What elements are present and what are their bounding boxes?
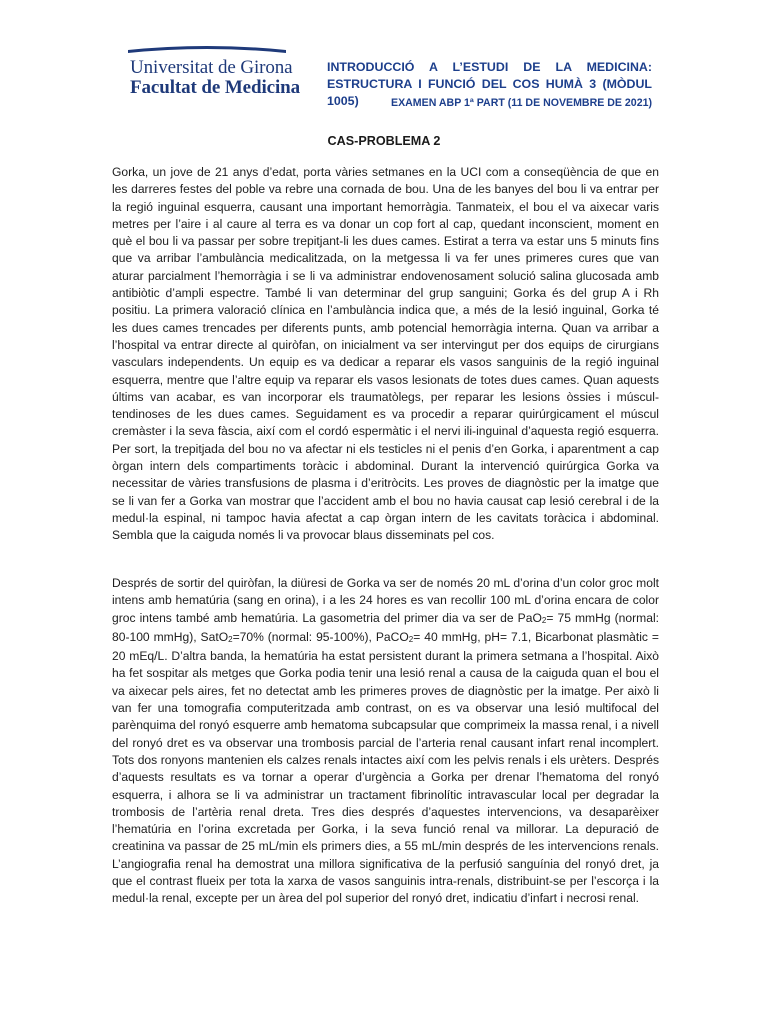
subscript-2: 2	[228, 634, 233, 644]
paragraph-2-part-b: = 75 mmHg (normal: 80-100 mmHg), SatO	[112, 610, 659, 644]
paragraph-2	[112, 575, 659, 908]
university-logo	[128, 44, 301, 100]
logo-faculty-name: Facultat de Medicina	[130, 77, 301, 98]
subscript-2: 2	[541, 615, 547, 625]
exam-subtitle: EXAMEN ABP 1ª PART (11 DE NOVEMBRE DE 2021)	[391, 97, 652, 109]
paragraph-2-part-c: =70% (normal: 95-100%), PaCO	[232, 629, 409, 644]
subscript-2: 2	[408, 634, 414, 644]
logo-arch-icon	[128, 44, 286, 54]
paragraph-2-part-d: = 40 mmHg, pH= 7.1, Bicarbonat plasmàtic = 20 mEq/L. D’altra banda, la hematúria ha estat persistent durant la primera setmana a l’hospital. Això ha fet sospitar als metges que Gorka podia tenir una lesió renal a causa de la caiguda quan el bou el va aixecar pels aires, fet no detectat amb les primeres proves de diagnòstic per la imatge. Per això li van fer una tomografia computeritzada amb contrast, on es va observar una lesió multifocal del parènquima del ronyó esquerre amb hematoma subcapsular que comprimeix la massa renal, i a nivell del ronyó dret es va observar una trombosis parcial de l’arteria renal causant infart renal incomplert. Tots dos ronyons mantenien els calzes renals intactes així com les pelvis renals i els urèters. Després d’aquests resultats es va tornar a operar d’urgència a Gorka per drenar l’hematoma del ronyó esquerra, i alhora se li va administrar un tractament fibrinolític intravascular local per degradar la trombosis de l’artèria renal dreta. Tres dies després d’aquestes intervencions, va desaparèixer l’hematúria en l’orina excretada per Gorka, i la seva funció renal va millorar. La depuració de creatinina va passar de 25 mL/min els primers dies, a 55 mL/min després de les intervencions renals. L’angiografia renal ha demostrat una millora significativa de la perfusió sanguínia del ronyó dret, ja que el contrast flueix per tota la xarxa de vasos sanguinis intra-renals, distribuint-se per l’escorça i la medul·la renal, excepte per un àrea del pol superior del ronyó dret, indicatiu d’infart i necrosi renal.	[112, 629, 659, 906]
case-title: CAS-PROBLEMA 2	[327, 134, 441, 148]
paragraph-1: Gorka, un jove de 21 anys d’edat, porta vàries setmanes en la UCI com a conseqüència de que en les darreres festes del poble va rebre una cornada de bou. Una de les banyes del bou li va entrar per la regió inguinal esquerra, causant una important hemorràgia. Tanmateix, el bou el va aixecar varis metres per l’aire i al caure al terra es va donar un cop fort al cap, quedant inconscient, moment en què el bou li va passar per sobre trepitjant-li les dues cames. Estirat a terra va estar uns 5 minuts fins que va arribar l’ambulància medicalitzada, on la metgessa li va fer unes primeres cures que van aturar parcialment l’hemorràgia i se li va administrar endovenosament solució salina glucosada amb antibiòtic d’ampli espectre. També li van determinar del grup sanguini; Gorka és del grup A i Rh positiu. La primera valoració clínica en l’ambulància indica que, a més de la lesió inguinal, Gorka té les dues cames trencades per diferents punts, amb potencial hemorràgia interna. Quan va arribar a l’hospital va entrar directe al quiròfan, on inicialment va ser intervingut per dos equips de cirurgians vasculars independents. Un equip es va dedicar a reparar els vasos sanguinis de la regió inguinal esquerra, mentre que l’altre equip va reparar els vasos lesionats de totes dues cames. Quan aquests últims van acabar, es van incorporar els traumatòlegs, per reparar les lesions òssies i múscul-tendinoses de les dues cames. Seguidament es va procedir a reparar quirúrgicament el múscul cremàster i la seva fàscia, així com el cordó espermàtic i el nervi ili-inguinal d’aquesta regió esquerra. Per sort, la trepitjada del bou no va afectar ni els testicles ni el penis d’en Gorka, i aparentment a cap òrgan intern dels compartiments toràcic i abdominal. Durant la intervenció quirúrgica Gorka va necessitar de vàries transfusions de plasma i d’eritròcits. Les proves de diagnòstic per la imatge que se li van fer a Gorka van mostrar que l’accident amb el bou no havia causat cap lesió cerebral i de la medul·la espinal, ni tampoc havia afectat a cap òrgan intern de les cavitats toràcica i abdominal. Sembla que la caiguda només li va provocar blaus disseminats pel cos.	[112, 165, 659, 543]
logo-university-name: Universitat de Girona	[130, 57, 293, 78]
course-title: INTRODUCCIÓ A L’ESTUDI DE LA MEDICINA: ESTRUCTURA I FUNCIÓ DEL COS HUMÀ 3 (MÒDUL 1005)	[327, 60, 652, 108]
paragraph-2-part-a: Després de sortir del quiròfan, la diüresi de Gorka va ser de només 20 mL d’orina d’un color groc molt intens amb hematúria (sang en orina), i a les 24 hores es van recollir 100 mL d’orina encara de color groc intens també amb hematúria. La gasometria del primer dia va ser de PaO	[112, 576, 659, 625]
